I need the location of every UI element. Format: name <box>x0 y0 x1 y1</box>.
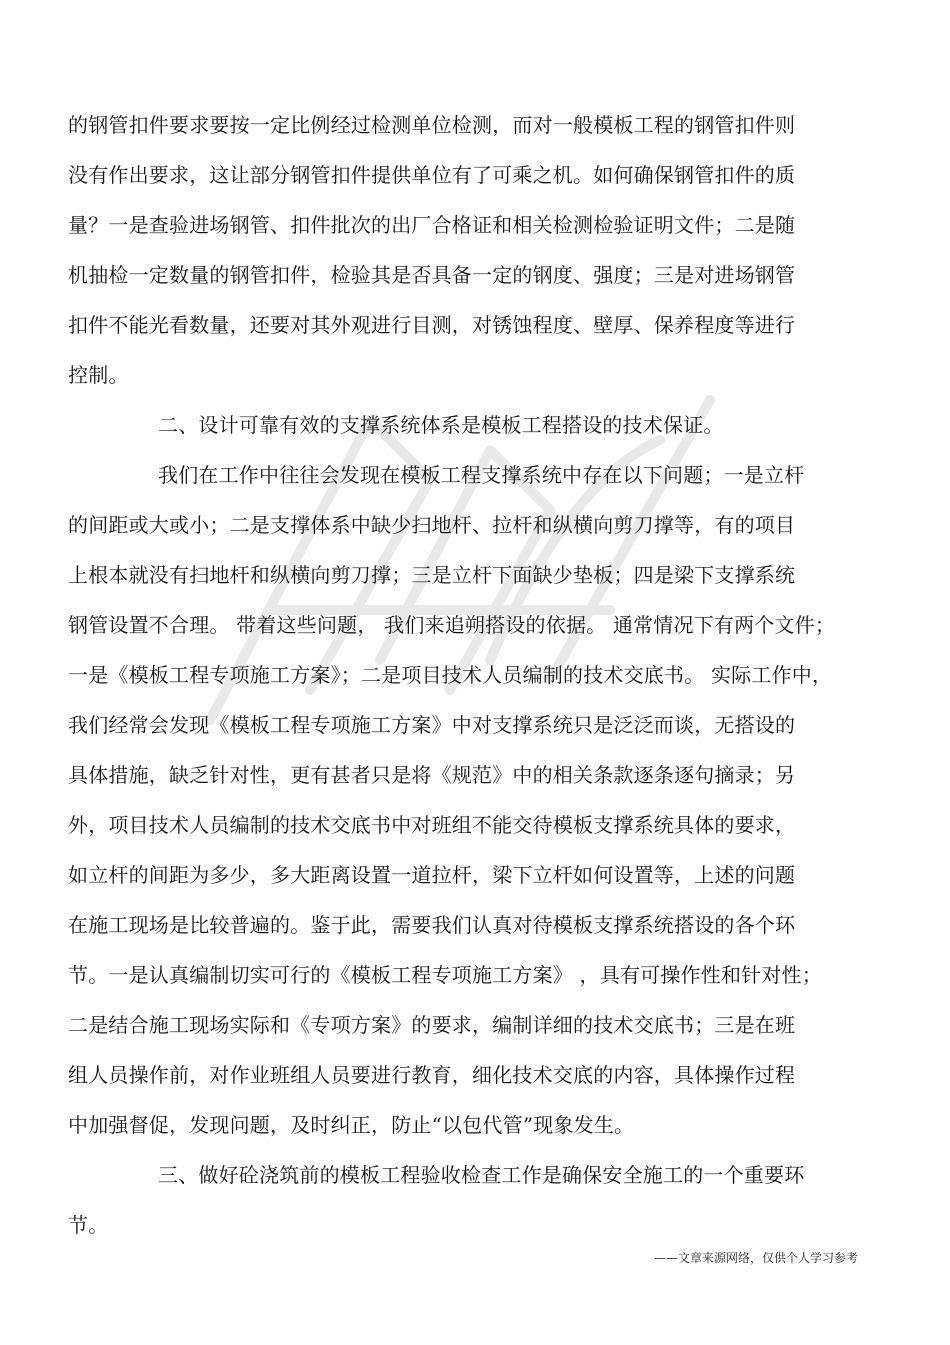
section-heading-3: 三、做好砼浇筑前的模板工程验收检查工作是确保安全施工的一个重要环 <box>158 1163 805 1187</box>
text-line-11: 钢管设置不合理。 带着这些问题， 我们来追朔搭设的依据。 通常情况下有两个文件； <box>68 613 836 637</box>
text-line-16: 如立杆的间距为多少，多大距离设置一道拉杆，梁下立杆如何设置等，上述的问题 <box>68 863 796 887</box>
text-line-3: 量？一是查验进场钢管、扣件批次的出厂合格证和相关检测检验证明文件；二是随 <box>68 213 796 237</box>
text-line-10: 上根本就没有扫地杆和纵横向剪刀撑；三是立杆下面缺少垫板；四是梁下支撑系统 <box>68 563 796 587</box>
text-line-14: 具体措施，缺乏针对性，更有甚者只是将《规范》中的相关条款逐条逐句摘录；另 <box>68 763 796 787</box>
section-heading-2: 二、设计可靠有效的支撑系统体系是模板工程搭设的技术保证。 <box>158 413 724 437</box>
text-line-17: 在施工现场是比较普遍的。鉴于此，需要我们认真对待模板支撑系统搭设的各个环 <box>68 913 796 937</box>
text-line-1: 的钢管扣件要求要按一定比例经过检测单位检测，而对一般模板工程的钢管扣件则 <box>68 113 796 137</box>
text-line-23: 节。 <box>68 1213 109 1237</box>
text-line-13: 我们经常会发现《模板工程专项施工方案》中对支撑系统只是泛泛而谈，无搭设的 <box>68 713 796 737</box>
text-line-9: 的间距或大或小；二是支撑体系中缺少扫地杆、拉杆和纵横向剪刀撑等，有的项目 <box>68 513 796 537</box>
text-line-8: 我们在工作中往往会发现在模板工程支撑系统中存在以下问题；一是立杆 <box>158 463 805 487</box>
text-line-6: 控制。 <box>68 363 129 387</box>
text-line-20: 组人员操作前，对作业班组人员要进行教育，细化技术交底的内容，具体操作过程 <box>68 1063 796 1087</box>
text-line-21: 中加强督促，发现问题，及时纠正，防止“以包代管”现象发生。 <box>68 1113 635 1137</box>
text-line-19: 二是结合施工现场实际和《专项方案》的要求，编制详细的技术交底书；三是在班 <box>68 1013 796 1037</box>
text-line-15: 外，项目技术人员编制的技术交底书中对班组不能交待模板支撑系统具体的要求， <box>68 813 796 837</box>
text-line-5: 扣件不能光看数量，还要对其外观进行目测，对锈蚀程度、壁厚、保养程度等进行 <box>68 313 796 337</box>
text-line-18: 节。一是认真编制切实可行的《模板工程专项施工方案》 ，具有可操作性和针对性； <box>68 963 822 987</box>
text-line-4: 机抽检一定数量的钢管扣件，检验其是否具备一定的钢度、强度；三是对进场钢管 <box>68 263 796 287</box>
text-line-12: 一是《模板工程专项施工方案》；二是项目技术人员编制的技术交底书。 实际工作中， <box>68 663 833 687</box>
text-line-2: 没有作出要求，这让部分钢管扣件提供单位有了可乘之机。如何确保钢管扣件的质 <box>68 163 796 187</box>
footer-source-note: ——文章来源网络，仅供个人学习参考 <box>653 1251 858 1265</box>
